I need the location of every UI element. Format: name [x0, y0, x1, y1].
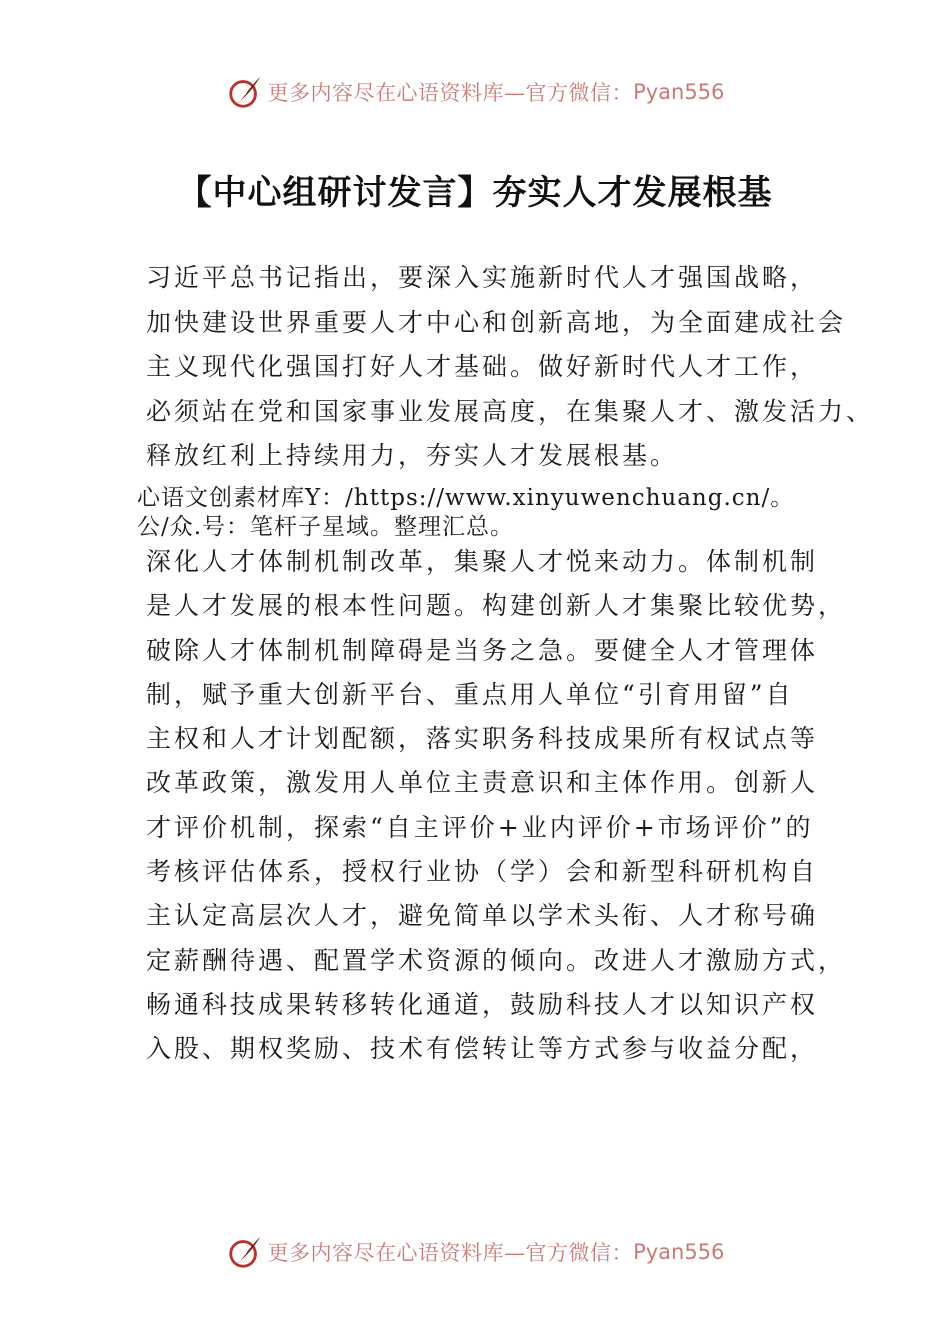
- text-line: 是人才发展的根本性问题。构建创新人才集聚比较优势，: [146, 591, 847, 621]
- text-line: 才评价机制，探索“自主评价+业内评价+市场评价”的: [146, 812, 814, 842]
- text-line: 畅通科技成果转移转化通道，鼓励科技人才以知识产权: [146, 989, 819, 1019]
- source-line: 公/众.号：笔杆子星域。整理汇总。: [137, 514, 515, 540]
- banner-text: 更多内容尽在心语资料库—官方微信：: [267, 1241, 634, 1265]
- banner-wechat-id: Pyan556: [633, 80, 725, 104]
- text-line: 释放红利上持续用力，夯实人才发展根基。: [146, 441, 679, 470]
- source-line: 心语文创素材库Y：/https://www.xinyuwenchuang.cn/。: [137, 485, 795, 511]
- banner-wechat-id: Pyan556: [633, 1240, 725, 1264]
- text-line: 主权和人才计划配额，落实职务科技成果所有权试点等: [146, 724, 819, 754]
- banner-text: 更多内容尽在心语资料库—官方微信：: [267, 81, 634, 105]
- text-line: 改革政策，激发用人单位主责意识和主体作用。创新人: [146, 768, 819, 798]
- text-line: 加快建设世界重要人才中心和创新高地，为全面建成社会: [146, 307, 847, 337]
- text-line: 必须站在党和国家事业发展高度，在集聚人才、激发活力、: [146, 396, 875, 426]
- text-line: 定薪酬待遇、配置学术资源的倾向。改进人才激励方式，: [146, 945, 847, 975]
- text-line: 主认定高层次人才，避免简单以学术头衔、人才称号确: [146, 901, 819, 931]
- footer-banner: [0, 1230, 950, 1274]
- feather-logo-icon: [226, 1233, 264, 1271]
- text-line: 入股、期权奖励、技术有偿转让等方式参与收益分配，: [146, 1034, 819, 1064]
- text-line: 深化人才体制机制改革，集聚人才悦来动力。体制机制: [146, 547, 819, 576]
- text-line: 考核评估体系，授权行业协（学）会和新型科研机构自: [146, 857, 819, 887]
- header-banner: [0, 70, 950, 114]
- text-line: 破除人才体制机制障碍是当务之急。要健全人才管理体: [146, 635, 819, 665]
- text-line: 制，赋予重大创新平台、重点用人单位“引育用留”自: [146, 679, 794, 709]
- feather-logo-icon: [226, 73, 264, 111]
- page-title: 【中心组研讨发言】夯实人才发展根基: [177, 173, 773, 213]
- source-note: [137, 484, 794, 542]
- text-line: 主义现代化强国打好人才基础。做好新时代人才工作，: [146, 352, 819, 381]
- intro-paragraph: [146, 256, 874, 479]
- body-paragraph: [146, 540, 846, 1072]
- text-line: 习近平总书记指出，要深入实施新时代人才强国战略，: [146, 263, 819, 292]
